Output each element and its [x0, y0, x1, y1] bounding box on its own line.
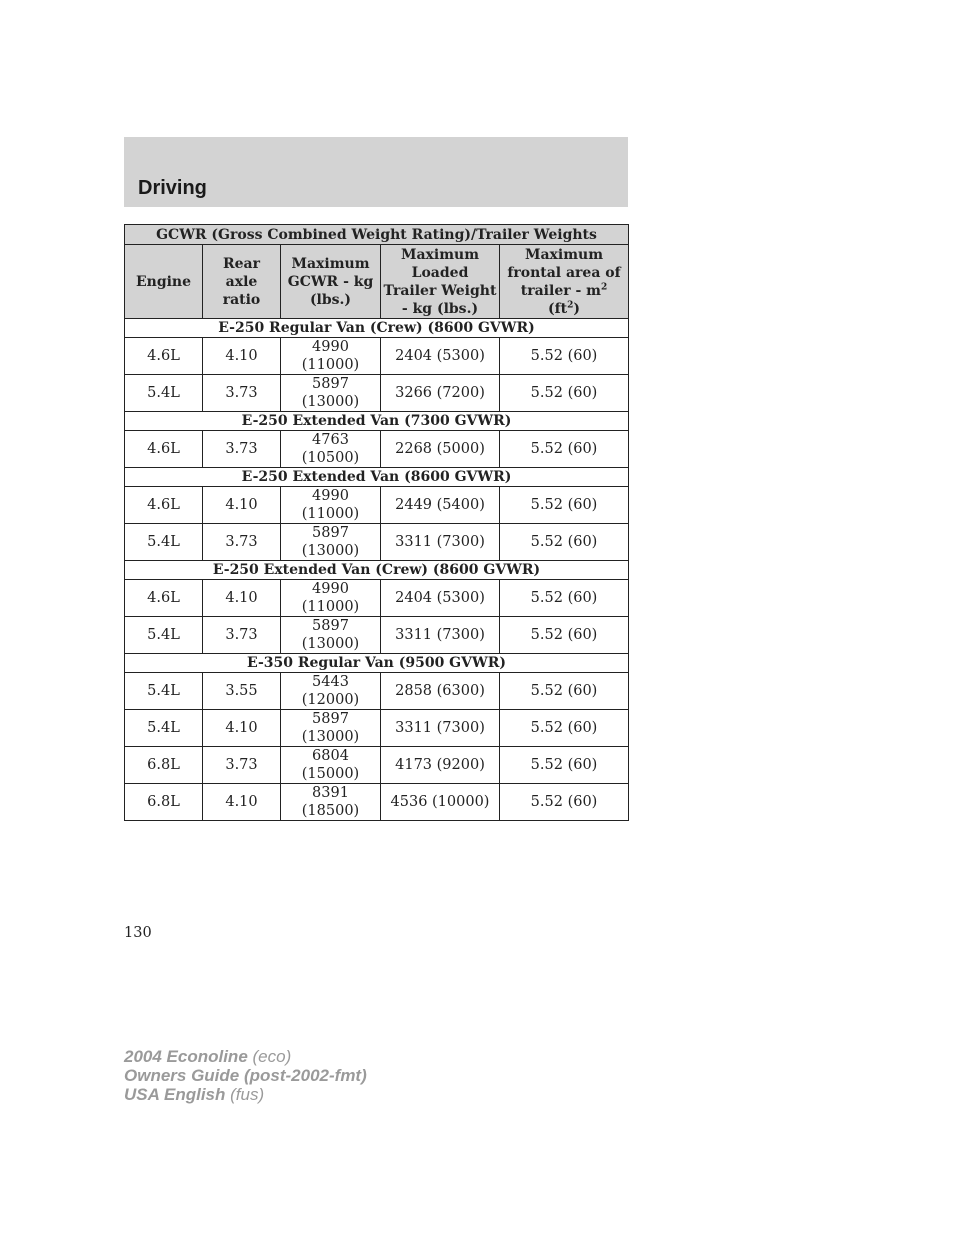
- col-header-max-frontal-area: Maximum frontal area of trailer - $m^2$ $(ft^2)$: [500, 245, 629, 319]
- cell-axle-ratio: 4.10: [203, 710, 281, 747]
- cell-max-frontal-area: 5.52 (60): [500, 431, 629, 468]
- cell-max-trailer-weight: 3311 (7300): [381, 524, 500, 561]
- page-number: 130: [124, 925, 152, 941]
- cell-axle-ratio: 3.73: [203, 431, 281, 468]
- col-header-engine: Engine: [125, 245, 203, 319]
- cell-max-trailer-weight: 2449 (5400): [381, 487, 500, 524]
- section-header-band: [124, 137, 628, 207]
- cell-engine: 6.8L: [125, 784, 203, 821]
- section-title-row: E-250 Regular Van (Crew) (8600 GVWR): [125, 319, 629, 338]
- cell-max-gcwr: 4990 (11000): [281, 580, 381, 617]
- cell-max-gcwr: 4990 (11000): [281, 487, 381, 524]
- cell-axle-ratio: 4.10: [203, 338, 281, 375]
- cell-engine: 4.6L: [125, 431, 203, 468]
- cell-max-gcwr: 5897 (13000): [281, 375, 381, 412]
- cell-max-gcwr: 4763 (10500): [281, 431, 381, 468]
- cell-max-gcwr: 5897 (13000): [281, 617, 381, 654]
- gcwr-table: [124, 224, 629, 821]
- cell-max-frontal-area: 5.52 (60): [500, 747, 629, 784]
- cell-axle-ratio: 3.73: [203, 524, 281, 561]
- col-header-axle-ratio: Rear axle ratio: [203, 245, 281, 319]
- cell-max-gcwr: 4990 (11000): [281, 338, 381, 375]
- cell-axle-ratio: 3.73: [203, 375, 281, 412]
- cell-max-frontal-area: 5.52 (60): [500, 673, 629, 710]
- cell-engine: 4.6L: [125, 487, 203, 524]
- table-row: [125, 747, 629, 784]
- cell-max-frontal-area: 5.52 (60): [500, 784, 629, 821]
- cell-engine: 5.4L: [125, 375, 203, 412]
- cell-max-gcwr: 5897 (13000): [281, 710, 381, 747]
- cell-engine: 5.4L: [125, 710, 203, 747]
- cell-max-gcwr: 8391 (18500): [281, 784, 381, 821]
- cell-axle-ratio: 3.73: [203, 617, 281, 654]
- col-header-max-gcwr: Maximum GCWR - kg (lbs.): [281, 245, 381, 319]
- table-row: [125, 710, 629, 747]
- table-row: [125, 784, 629, 821]
- cell-max-trailer-weight: 3266 (7200): [381, 375, 500, 412]
- table-row: [125, 617, 629, 654]
- table-body: [125, 319, 629, 821]
- cell-max-gcwr: 5897 (13000): [281, 524, 381, 561]
- cell-max-frontal-area: 5.52 (60): [500, 710, 629, 747]
- cell-max-frontal-area: 5.52 (60): [500, 375, 629, 412]
- table-row: [125, 338, 629, 375]
- cell-engine: 6.8L: [125, 747, 203, 784]
- cell-axle-ratio: 4.10: [203, 784, 281, 821]
- cell-engine: 5.4L: [125, 524, 203, 561]
- cell-engine: 5.4L: [125, 617, 203, 654]
- cell-engine: 4.6L: [125, 580, 203, 617]
- cell-max-frontal-area: 5.52 (60): [500, 487, 629, 524]
- cell-max-trailer-weight: 2268 (5000): [381, 431, 500, 468]
- cell-engine: 5.4L: [125, 673, 203, 710]
- cell-max-trailer-weight: 2404 (5300): [381, 338, 500, 375]
- cell-max-frontal-area: 5.52 (60): [500, 338, 629, 375]
- section-title-row: E-250 Extended Van (Crew) (8600 GVWR): [125, 561, 629, 580]
- cell-max-frontal-area: 5.52 (60): [500, 617, 629, 654]
- cell-max-gcwr: 5443 (12000): [281, 673, 381, 710]
- section-title-row: E-350 Regular Van (9500 GVWR): [125, 654, 629, 673]
- section-title: Driving: [138, 177, 207, 199]
- table-row: [125, 580, 629, 617]
- section-title-row: E-250 Extended Van (8600 GVWR): [125, 468, 629, 487]
- cell-max-trailer-weight: 4173 (9200): [381, 747, 500, 784]
- cell-axle-ratio: 3.55: [203, 673, 281, 710]
- cell-max-trailer-weight: 2404 (5300): [381, 580, 500, 617]
- table-row: [125, 524, 629, 561]
- cell-axle-ratio: 3.73: [203, 747, 281, 784]
- col-header-max-trailer-weight: Maximum Loaded Trailer Weight - kg (lbs.): [381, 245, 500, 319]
- cell-max-gcwr: 6804 (15000): [281, 747, 381, 784]
- table-row: [125, 375, 629, 412]
- cell-max-trailer-weight: 3311 (7300): [381, 617, 500, 654]
- document-footer: 2004 Econoline (eco) Owners Guide (post-2002-fmt) USA English (fus): [124, 1047, 367, 1104]
- cell-axle-ratio: 4.10: [203, 487, 281, 524]
- cell-max-frontal-area: 5.52 (60): [500, 524, 629, 561]
- cell-max-trailer-weight: 2858 (6300): [381, 673, 500, 710]
- cell-engine: 4.6L: [125, 338, 203, 375]
- cell-max-frontal-area: 5.52 (60): [500, 580, 629, 617]
- cell-max-trailer-weight: 3311 (7300): [381, 710, 500, 747]
- table-row: [125, 673, 629, 710]
- cell-axle-ratio: 4.10: [203, 580, 281, 617]
- cell-max-trailer-weight: 4536 (10000): [381, 784, 500, 821]
- table-title: GCWR (Gross Combined Weight Rating)/Trailer Weights: [125, 225, 629, 245]
- section-title-row: E-250 Extended Van (7300 GVWR): [125, 412, 629, 431]
- table-row: [125, 431, 629, 468]
- table-row: [125, 487, 629, 524]
